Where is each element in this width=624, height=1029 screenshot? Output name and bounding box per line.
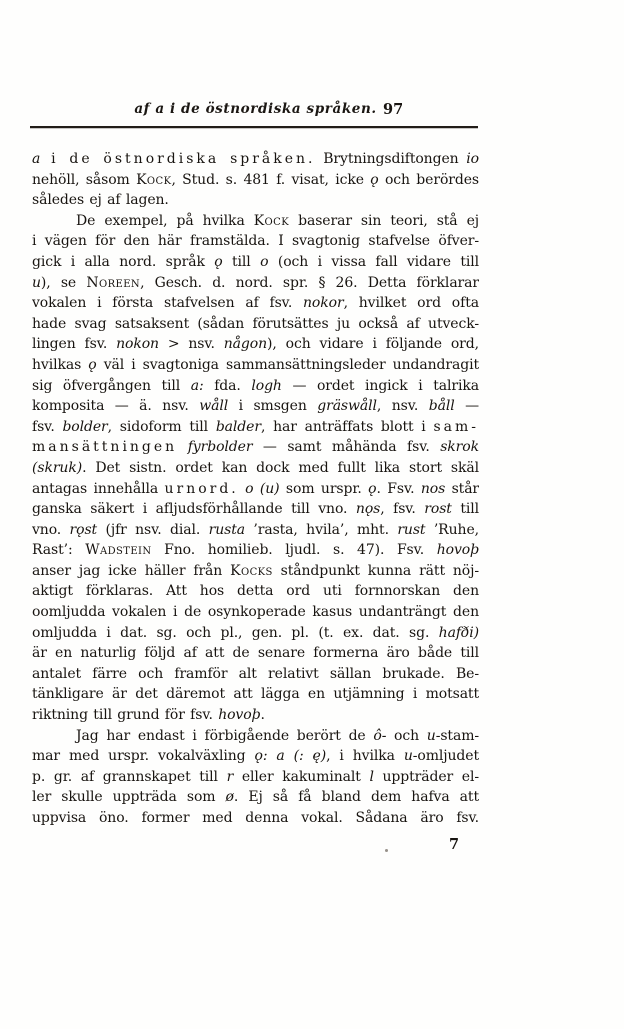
header-rule [30,126,478,128]
running-head [32,101,479,123]
text-line: vokalen i första stafvelsen af fsv. nokor, hvilket ord ofta [32,295,479,312]
text-line: antagas innehålla urnord. o (u) som urspr. ǫ. Fsv. nos står [32,480,479,497]
text-line: De exempel, på hvilka Kock baserar sin teori, stå ej [76,212,479,229]
text-line: oomljudda vokalen i de osynkoperade kasus undanträngt den [32,604,479,621]
text-line: lingen fsv. nokon > nsv. någon), och vidare i följande ord, [32,336,479,353]
text-line: (skruk). Det sistn. ordet kan dock med fullt lika stort skäl [32,459,479,476]
text-line: antalet färre och framför alt relativt sällan brukade. Be- [32,665,479,682]
text-line: u), se Noreen, Gesch. d. nord. spr. § 26. Detta förklarar [32,274,479,291]
scan-speck [385,849,388,852]
page-number: 97 [383,101,404,118]
text-block [32,149,479,829]
text-line: hade svag satsaksent (sådan förutsättes ju också af utveck- [32,315,479,332]
text-line: fsv. bolder, sidoform till balder, har anträffats blott i sam- [32,418,479,435]
text-line: är en naturlig följd af att de senare formerna äro både till [32,645,479,662]
text-line: tänkligare är det däremot att lägga en utjämning i motsatt [32,686,479,703]
signature-mark: 7 [449,836,460,853]
text-line: riktning till grund för fsv. hovoþ. [32,707,265,724]
text-line: ler skulle uppträda som ø. Ej så få bland dem hafva att [32,789,479,806]
text-line: uppvisa öno. former med denna vokal. Sådana äro fsv. [32,810,479,826]
text-line: Jag har endast i förbigående berört de ô- och u-stam- [76,727,479,744]
text-line: p. gr. af grannskapet till r eller kakuminalt l uppträder el- [32,768,479,785]
running-head-title: af a i de östnordiska språken. [134,101,377,117]
text-line: aktigt förklaras. Att hos detta ord uti fornnorskan den [32,583,479,600]
text-line: mar med urspr. vokalväxling ǫ: a (: ę), i hvilka u-omljudet [32,748,479,765]
text-line: mansättningen fyrbolder — samt måhända fsv. skrok [32,439,479,456]
text-line: omljudda i dat. sg. och pl., gen. pl. (t. ex. dat. sg. hafði) [32,624,479,641]
text-line: gick i alla nord. språk ǫ till o (och i vissa fall vidare till [32,253,479,270]
text-line: anser jag icke häller från Kocks ståndpunkt kunna rätt nöj- [32,562,479,579]
text-line: i vägen för den här framstälda. I svagtonig stafvelse öfver- [32,233,479,250]
text-line: nehöll, såsom Kock, Stud. s. 481 f. visat, icke ǫ och berördes [32,171,479,188]
text-line: Rast’: Wadstein Fno. homilieb. ljudl. s. 47). Fsv. hovoþ [32,542,479,559]
text-line: a i de östnordiska språken. Brytningsdiftongen io [32,151,479,167]
text-line: vno. rǫst (jfr nsv. dial. rusta ’rasta, hvila’, mht. rust ’Ruhe, [32,521,479,538]
text-line: således ej af lagen. [32,192,169,209]
text-line: hvilkas ǫ väl i svagtoniga sammansättningsleder undandragit [32,356,479,373]
text-line: komposita — ä. nsv. wåll i smsgen gräswåll, nsv. båll — [32,398,479,415]
text-line: sig öfvergången till a: fda. logh — ordet ingick i talrika [32,377,479,394]
text-line: ganska säkert i afljudsförhållande till vno. nǫs, fsv. rost till [32,501,479,518]
